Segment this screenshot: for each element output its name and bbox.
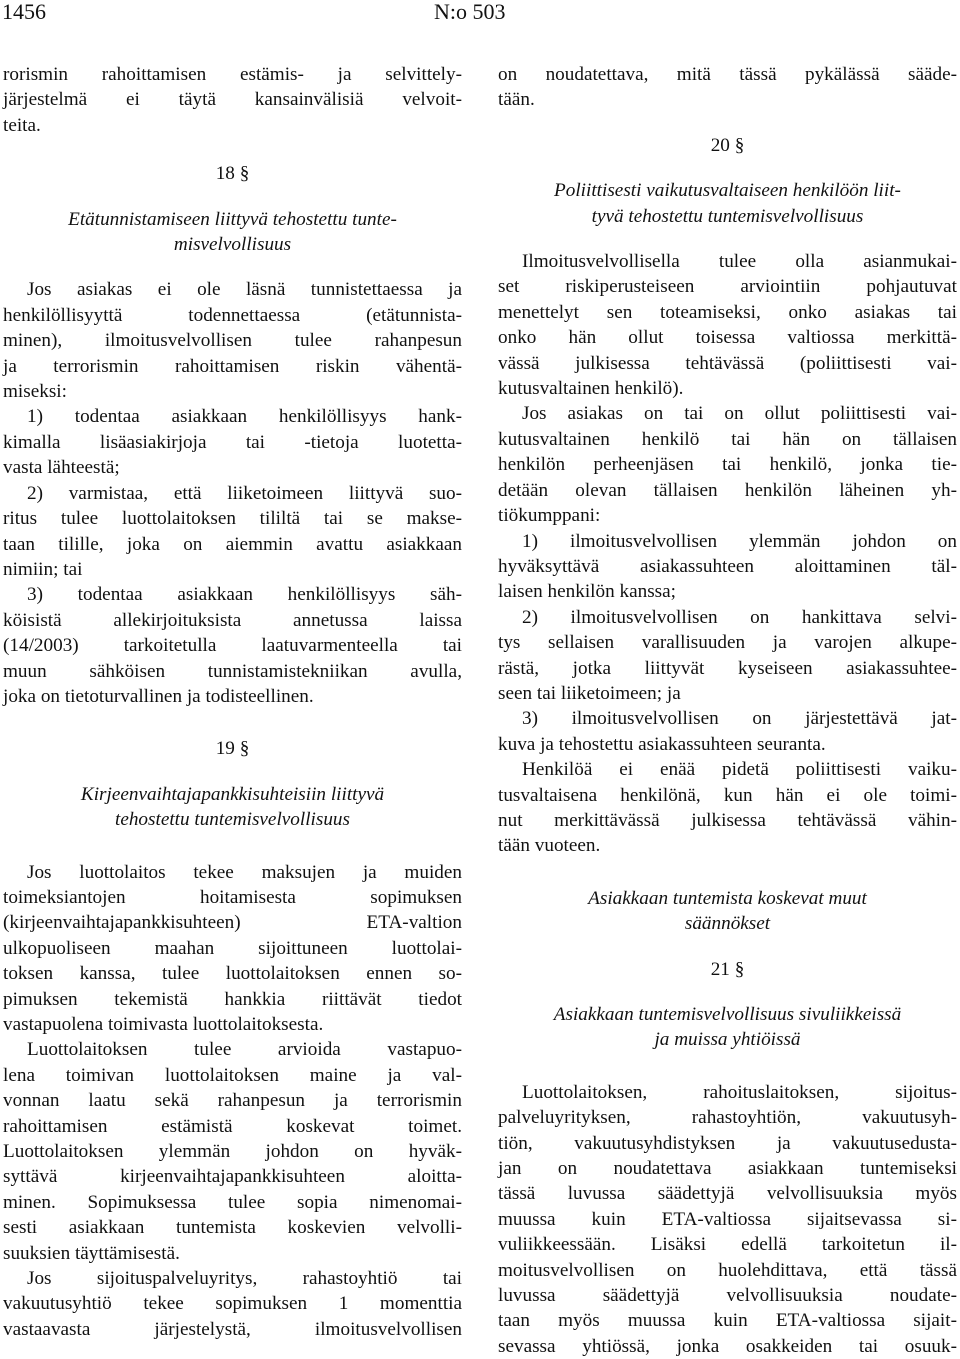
title-line: Asiakkaan tuntemista koskevat muut bbox=[588, 887, 867, 909]
section-19-paragraph-2 bbox=[3, 1037, 462, 1266]
text-line: toksen kanssa, tulee luottolaitoksen ennen so- bbox=[3, 963, 462, 985]
text-line: detään olevan tällaisen henkilön läheinen yh- bbox=[498, 479, 957, 501]
text-line: vastaavasta järjestelystä, ilmoitusvelvollisen bbox=[3, 1318, 462, 1340]
section-21-number: 21 § bbox=[710, 958, 745, 980]
section-19-number: 19 § bbox=[215, 738, 250, 760]
section-18-title bbox=[3, 207, 462, 258]
text-line: minen), ilmoitusvelvollisen tulee rahanpesun bbox=[3, 330, 462, 352]
text-line: tusvaltaisena henkilönä, kun hän ei ole toimi- bbox=[498, 784, 957, 806]
text-line: kimalla lisäasiakirjoja tai -tietoja luotetta- bbox=[3, 431, 462, 453]
text-line: palveluyrityksen, rahastoyhtiön, vakuutusyh- bbox=[498, 1107, 957, 1129]
chapter-heading bbox=[498, 886, 957, 937]
text-line: kutusvaltainen henkilö). bbox=[498, 378, 684, 400]
text-line: sesti asiakkaan tuntemista koskevien velvolli- bbox=[3, 1217, 462, 1239]
text-line: kuva ja tehostettu asiakassuhteen seuranta. bbox=[498, 733, 826, 755]
section-20-item-3 bbox=[498, 706, 957, 757]
text-line: on noudatettava, mitä tässä pykälässä sääde- bbox=[498, 64, 957, 85]
text-line: järjestelmä ei täytä kansainvälisiä velvoit- bbox=[3, 89, 462, 111]
title-line: Poliittisesti vaikutusvaltaiseen henkilöön liit- bbox=[554, 180, 901, 202]
text-line: henkilöllisyyttä todennettaessa (etätunnista- bbox=[3, 304, 462, 326]
text-line: (kirjeenvaihtajapankkisuhteen) ETA-valtion bbox=[3, 912, 462, 934]
text-line: menettelyt sen toteamiseksi, onko asiakas tai bbox=[498, 301, 957, 323]
text-line: ulkopuoliseen maahan sijoittuneen luottolai- bbox=[3, 937, 462, 959]
text-line: vonnan laatu sekä rahanpesun ja terrorismin bbox=[3, 1090, 462, 1112]
section-20-number: 20 § bbox=[710, 134, 745, 156]
text-line: joka on tietoturvallinen ja todisteellinen. bbox=[3, 685, 314, 707]
issue-number: N:o 503 bbox=[434, 0, 506, 24]
text-line: muussa kuin ETA-valtiossa sijaitsevassa si- bbox=[498, 1208, 957, 1230]
text-line: 3) ilmoitusvelvollisen on järjestettävä jat- bbox=[522, 708, 957, 730]
text-line: ritus tulee luottolaitoksen tililtä tai se makse- bbox=[3, 508, 462, 530]
section-19-paragraph-1 bbox=[3, 860, 462, 1038]
section-18-item-3 bbox=[3, 582, 462, 709]
text-line: taan myös muussa kuin ETA-valtiossa sijait- bbox=[498, 1310, 957, 1332]
text-line: suuksien täyttämisestä. bbox=[3, 1242, 180, 1264]
text-line: hyväksyttävä asiakassuhteen aloittaminen täl- bbox=[498, 555, 957, 577]
text-line: onko hän ollut toisessa valtiossa merkittä- bbox=[498, 327, 957, 349]
section-20-item-1 bbox=[498, 529, 957, 605]
title-line: ja muissa yhtiöissä bbox=[654, 1029, 801, 1051]
text-line: tys sellaisen varallisuuden ja varojen alkupe- bbox=[498, 632, 957, 654]
text-line: rorismin rahoittamisen estämis- ja selvittely- bbox=[3, 64, 462, 85]
text-line: tässä luvussa säädettyjä velvollisuuksia myös bbox=[498, 1183, 957, 1205]
page-number: 1456 bbox=[2, 0, 46, 24]
text-line: vässä julkisessa tehtävässä (poliittisesti vai- bbox=[498, 352, 957, 374]
text-line: ja terrorismin rahoittamisen riskin vähentä- bbox=[3, 355, 462, 377]
text-line: muun sähköisen tunnistamistekniikan avulla, bbox=[3, 660, 462, 682]
text-line: nimiin; tai bbox=[3, 558, 83, 580]
text-line: vakuutusyhtiö tekee sopimuksen 1 momenttia bbox=[3, 1293, 462, 1315]
left-column bbox=[3, 62, 462, 1342]
text-line: vasta lähteestä; bbox=[3, 457, 120, 479]
text-line: Jos luottolaitos tekee maksujen ja muiden bbox=[27, 861, 462, 883]
text-line: jan on noudatettava asiakkaan tuntemiseksi bbox=[498, 1158, 957, 1180]
text-line: 2) varmistaa, että liiketoimeen liittyvä suo- bbox=[27, 482, 462, 504]
text-line: rästä, jotka liittyvät kyseiseen asiakassuhtee- bbox=[498, 657, 957, 679]
text-line: 2) ilmoitusvelvollisen on hankittava selvi- bbox=[522, 606, 957, 628]
text-line: minen. Sopimuksessa tulee sopia nimenomai- bbox=[3, 1191, 462, 1213]
text-line: rahoittamisen estämistä koskevat toimet. bbox=[3, 1115, 462, 1137]
text-line: toimeksiantojen hoitamisesta sopimuksen bbox=[3, 886, 462, 908]
text-line: taan tilille, joka on aiemmin avattu asiakkaan bbox=[3, 533, 462, 555]
page-header bbox=[0, 0, 960, 30]
section-21-paragraph-1 bbox=[498, 1080, 957, 1359]
text-line: lena toimivan luottolaitoksen maine ja val- bbox=[3, 1064, 462, 1086]
text-line: pimuksen tekemistä hankkia riittävät tiedot bbox=[3, 988, 462, 1010]
right-column bbox=[498, 62, 957, 1359]
text-line: vuliikkeessään. Lisäksi edellä tarkoitetun il- bbox=[498, 1234, 957, 1256]
text-line: köisistä allekirjoituksista annetussa laissa bbox=[3, 609, 462, 631]
title-line: säännökset bbox=[684, 913, 771, 935]
section-20-paragraph-1 bbox=[498, 249, 957, 401]
text-line: miseksi: bbox=[3, 381, 67, 403]
text-line: vastapuolena toimivasta luottolaitoksesta. bbox=[3, 1014, 324, 1035]
section-20-paragraph-2 bbox=[498, 401, 957, 528]
text-line: laisen henkilön kanssa; bbox=[498, 581, 676, 603]
text-line: teita. bbox=[3, 114, 41, 136]
text-line: set riskiperusteiseen arviointiin pohjautuvat bbox=[498, 276, 957, 298]
continued-paragraph bbox=[3, 62, 462, 138]
text-line: tään vuoteen. bbox=[498, 835, 601, 857]
title-line: tyvä tehostettu tuntemisvelvollisuus bbox=[591, 205, 864, 227]
text-line: sevassa yhtiössä, jonka osakkeiden tai osuuk- bbox=[498, 1335, 957, 1357]
text-line: 1) ilmoitusvelvollisen ylemmän johdon on bbox=[522, 530, 957, 552]
text-line: (14/2003) tarkoitetulla laatuvarmenteella tai bbox=[3, 635, 462, 657]
text-line: tiön, vakuutusyhdistyksen ja vakuutusedusta- bbox=[498, 1132, 957, 1154]
text-line: syttävä kirjeenvaihtajapankkisuhteen aloitta- bbox=[3, 1166, 462, 1188]
section-18-item-2 bbox=[3, 481, 462, 583]
section-18-item-1 bbox=[3, 404, 462, 480]
section-19-title bbox=[3, 782, 462, 833]
title-line: Asiakkaan tuntemisvelvollisuus sivuliikkeissä bbox=[553, 1004, 902, 1025]
section-20-paragraph-3 bbox=[498, 757, 957, 859]
text-line: kutusvaltainen henkilö tai hän on tällaisen bbox=[498, 428, 957, 450]
title-line: tehostettu tuntemisvelvollisuus bbox=[114, 809, 350, 831]
text-line: henkilön perheenjäsen tai henkilö, jonka tie- bbox=[498, 454, 957, 476]
text-line: seen tai liiketoimeen; ja bbox=[498, 682, 681, 704]
title-line: Kirjeenvaihtajapankkisuhteisiin liittyvä bbox=[80, 783, 385, 805]
text-line: Luottolaitoksen, rahoituslaitoksen, sijoitus- bbox=[522, 1081, 957, 1103]
text-line: moitusvelvollisen on huolehdittava, että tässä bbox=[498, 1259, 957, 1281]
text-line: tiökumppani: bbox=[498, 505, 601, 527]
section-19-paragraph-3 bbox=[3, 1266, 462, 1342]
section-18-paragraph bbox=[3, 277, 462, 404]
title-line: Etätunnistamiseen liittyvä tehostettu tunte- bbox=[68, 208, 397, 230]
text-line: Henkilöä ei enää pidetä poliittisesti vaiku- bbox=[522, 759, 957, 781]
text-line: Ilmoitusvelvollisella tulee olla asianmukai- bbox=[522, 251, 957, 273]
text-line: Luottolaitoksen tulee arvioida vastapuo- bbox=[27, 1039, 462, 1061]
section-21-title bbox=[498, 1002, 957, 1053]
text-line: luvussa säädettyjä velvollisuuksia noudate- bbox=[498, 1285, 957, 1307]
text-line: Jos sijoituspalveluyritys, rahastoyhtiö tai bbox=[27, 1268, 462, 1290]
text-line: Luottolaitoksen ylemmän johdon on hyväk- bbox=[3, 1141, 462, 1163]
text-line: Jos asiakas ei ole läsnä tunnistettaessa ja bbox=[27, 279, 462, 301]
text-line: 3) todentaa asiakkaan henkilöllisyys säh- bbox=[27, 584, 462, 606]
text-line: Jos asiakas on tai on ollut poliittisesti vai- bbox=[522, 403, 957, 425]
continued-paragraph bbox=[498, 62, 957, 113]
section-20-item-2 bbox=[498, 605, 957, 707]
text-line: 1) todentaa asiakkaan henkilöllisyys hank- bbox=[27, 406, 462, 428]
title-line: misvelvollisuus bbox=[173, 234, 292, 256]
section-20-title bbox=[498, 178, 957, 229]
text-line: nut merkittävässä julkisessa tehtävässä vähin- bbox=[498, 809, 957, 831]
text-line: tään. bbox=[498, 89, 535, 111]
section-18-number: 18 § bbox=[215, 163, 250, 185]
